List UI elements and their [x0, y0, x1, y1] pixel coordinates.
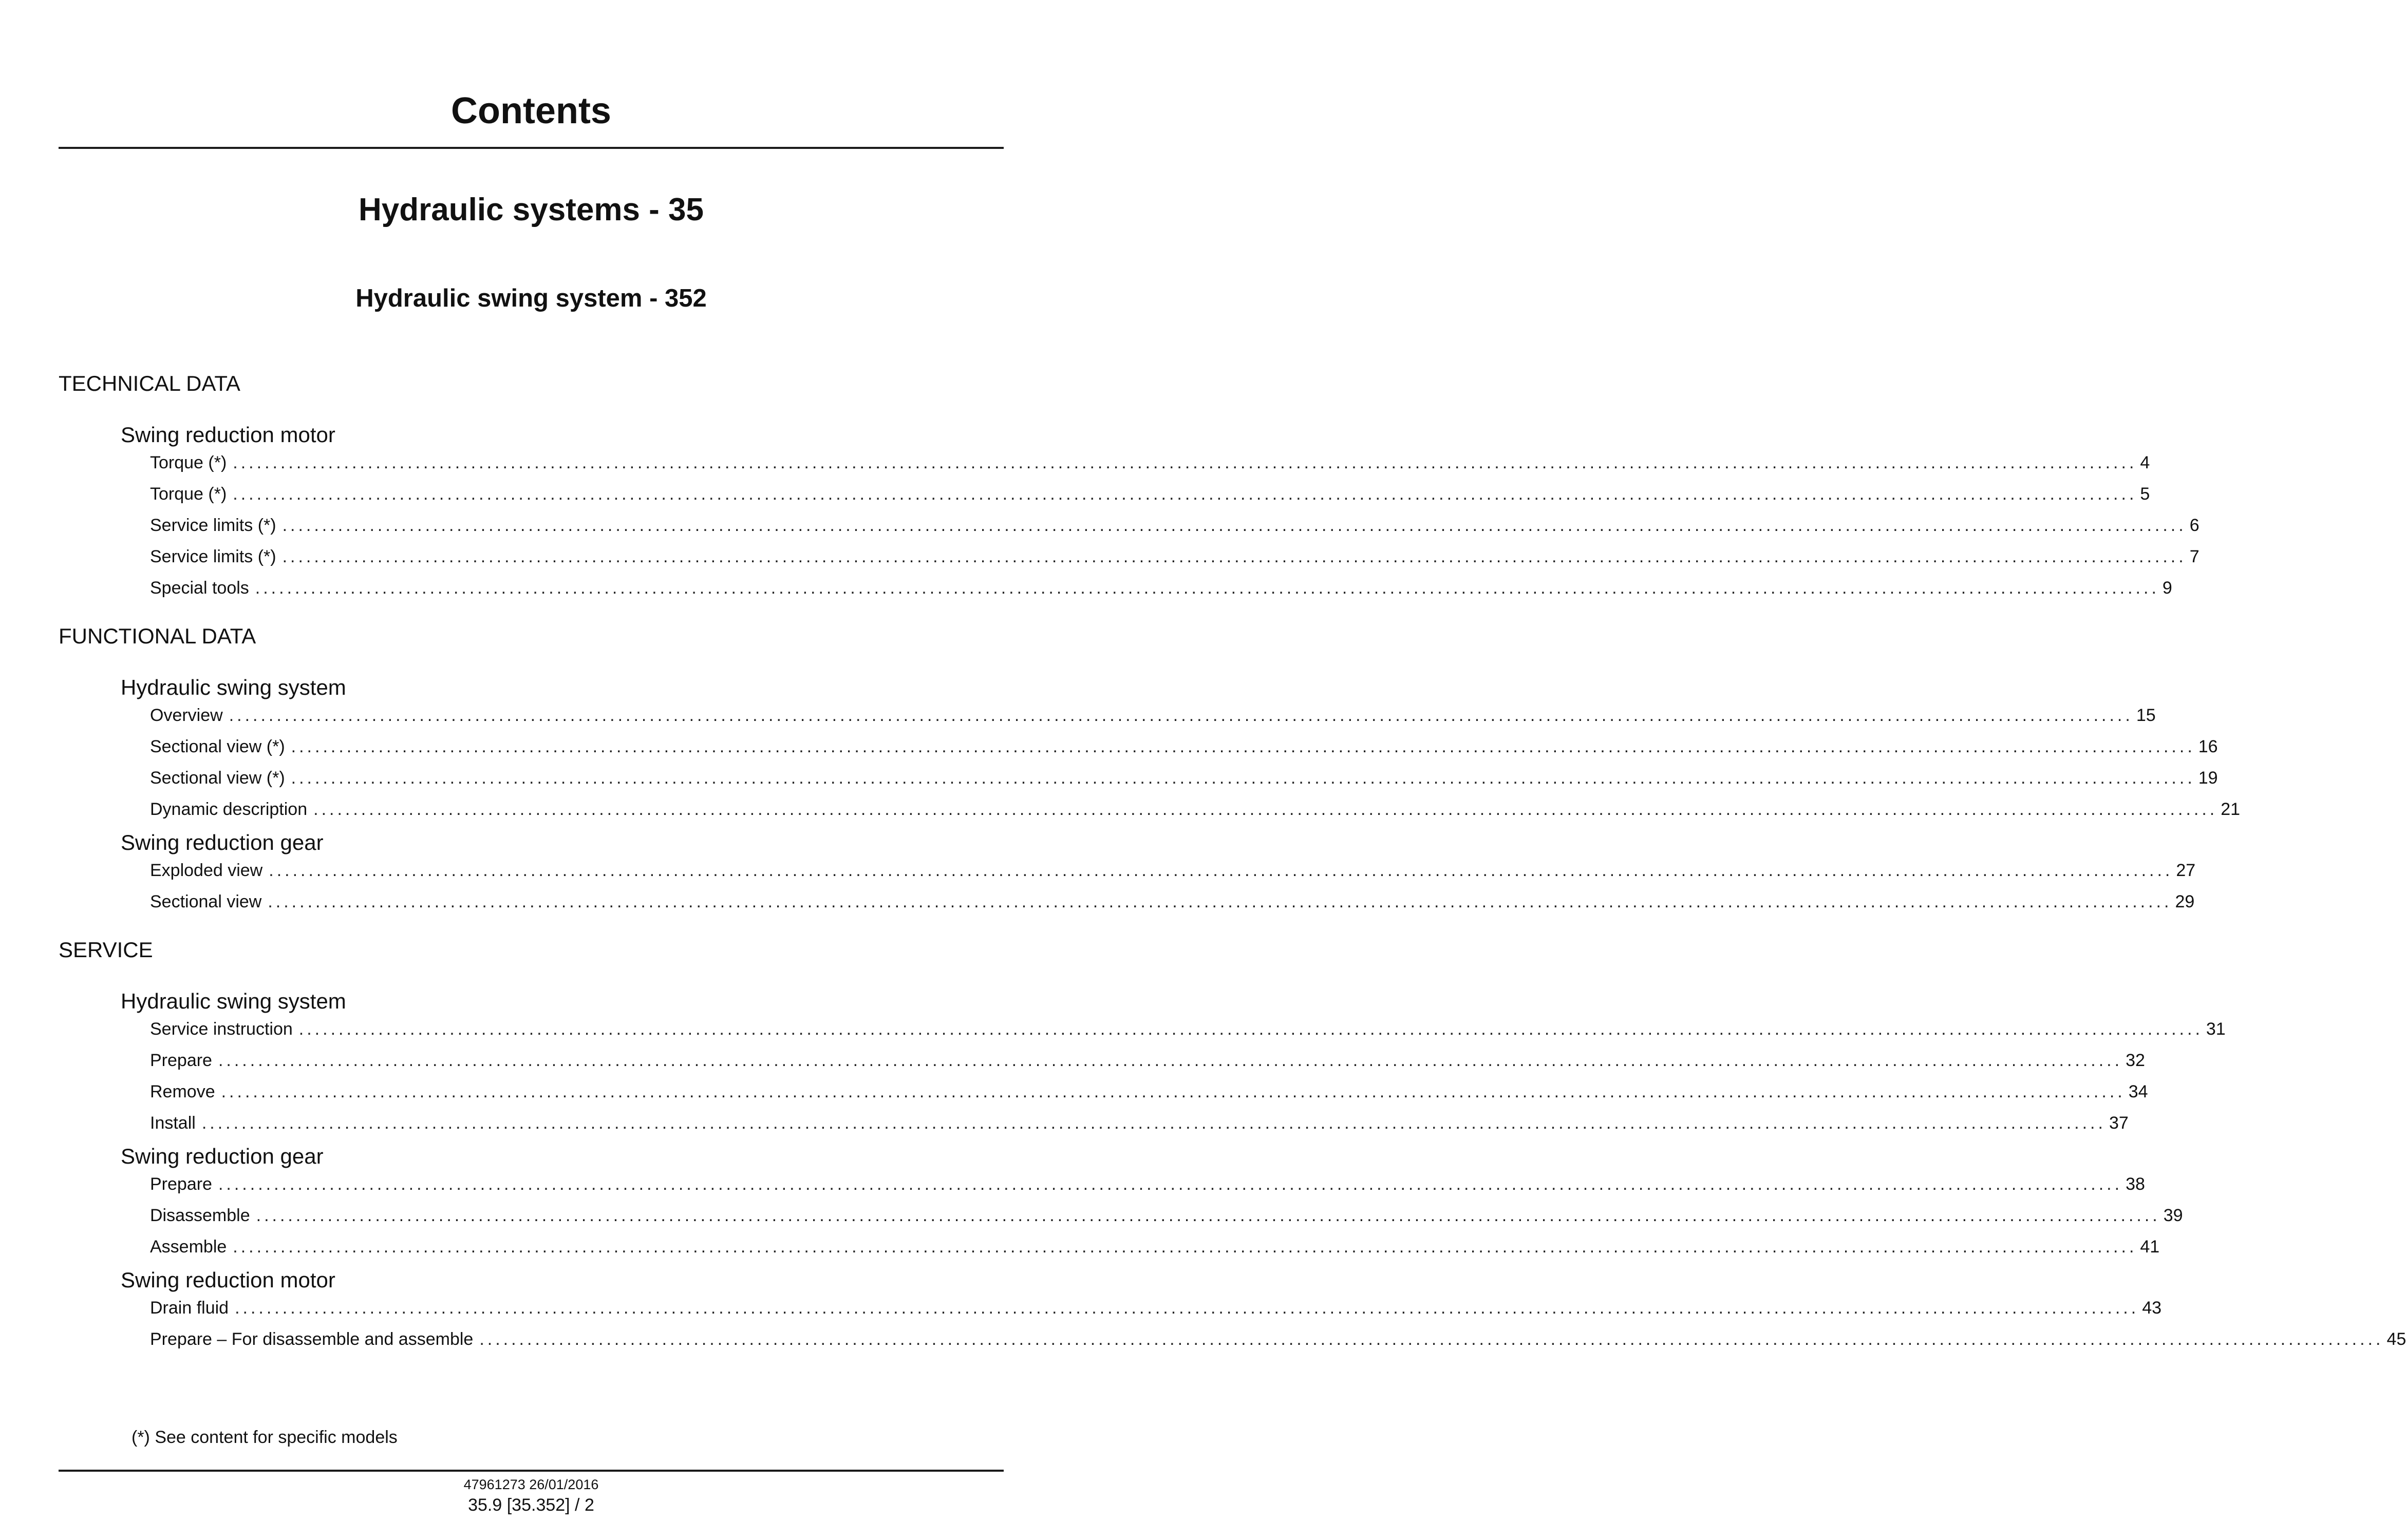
toc-page-number: 32 — [2126, 1051, 2145, 1070]
group-label: Swing reduction gear — [121, 830, 324, 854]
toc-entry-label: Service limits (*) — [150, 547, 276, 566]
toc-entry-label: Torque (*) — [150, 484, 227, 504]
footer-divider — [59, 1470, 1004, 1472]
toc-entry-label: Prepare — [150, 1174, 212, 1194]
toc-entry-label: Prepare – For disassemble and assemble — [150, 1329, 474, 1349]
toc-page-number: 19 — [2198, 768, 2218, 788]
toc-entry[interactable] — [150, 892, 2195, 911]
toc-entry-label: Drain fluid — [150, 1298, 229, 1318]
toc-entry-label: Assemble — [150, 1237, 227, 1257]
leader-dots: ................................................................................................................................................................................................................................................ — [218, 1051, 2123, 1070]
group-label: Swing reduction motor — [121, 1268, 335, 1292]
leader-dots: ................................................................................................................................................................................................................................................ — [255, 578, 2159, 598]
toc-page-number: 31 — [2206, 1019, 2226, 1039]
title-divider — [59, 147, 1004, 149]
toc-page-number: 9 — [2162, 578, 2172, 598]
group-label: Swing reduction motor — [121, 423, 335, 447]
leader-dots: ................................................................................................................................................................................................................................................ — [221, 1082, 2126, 1101]
toc-entry-label: Service instruction — [150, 1019, 293, 1039]
leader-dots: ................................................................................................................................................................................................................................................ — [233, 484, 2137, 504]
toc-entry[interactable] — [150, 1298, 2162, 1318]
toc-page-number: 39 — [2163, 1206, 2183, 1225]
section-label-functional-data: FUNCTIONAL DATA — [59, 624, 256, 648]
toc-entry-label: Special tools — [150, 578, 249, 598]
toc-entry[interactable] — [150, 1174, 2145, 1194]
toc-entry[interactable] — [150, 1329, 2406, 1349]
toc-page-number: 15 — [2136, 706, 2156, 725]
toc-page-number: 29 — [2175, 892, 2195, 911]
toc-entry[interactable] — [150, 547, 2200, 566]
toc-entry-label: Overview — [150, 706, 223, 725]
toc-entry[interactable] — [150, 1113, 2129, 1133]
toc-entry-label: Sectional view (*) — [150, 737, 285, 756]
toc-entry-label: Torque (*) — [150, 453, 227, 472]
toc-entry-label: Exploded view — [150, 861, 263, 880]
leader-dots: ................................................................................................................................................................................................................................................ — [282, 547, 2187, 566]
leader-dots: ................................................................................................................................................................................................................................................ — [233, 453, 2137, 472]
toc-entry-label: Remove — [150, 1082, 215, 1101]
toc-page-number: 45 — [2386, 1329, 2406, 1349]
toc-page-number: 37 — [2109, 1113, 2129, 1133]
toc-entry[interactable] — [150, 706, 2156, 725]
toc-entry[interactable] — [150, 1019, 2226, 1039]
toc-entry-label: Install — [150, 1113, 196, 1133]
toc-entry-label: Service limits (*) — [150, 516, 276, 535]
section-label-technical-data: TECHNICAL DATA — [59, 371, 240, 395]
toc-entry[interactable] — [150, 516, 2200, 535]
leader-dots: ................................................................................................................................................................................................................................................ — [313, 800, 2218, 819]
toc-entry[interactable] — [150, 861, 2196, 880]
toc-page-number: 38 — [2126, 1174, 2145, 1194]
group-label: Hydraulic swing system — [121, 675, 346, 699]
table-of-contents — [59, 364, 2406, 1362]
toc-page-number: 4 — [2140, 453, 2150, 472]
toc-entry-label: Sectional view (*) — [150, 768, 285, 788]
leader-dots: ................................................................................................................................................................................................................................................ — [235, 1298, 2139, 1318]
toc-entry[interactable] — [150, 484, 2150, 504]
toc-entry-label: Dynamic description — [150, 800, 308, 819]
toc-entry[interactable] — [150, 453, 2150, 472]
toc-entry[interactable] — [150, 1237, 2160, 1257]
leader-dots: ................................................................................................................................................................................................................................................ — [201, 1113, 2106, 1133]
toc-entry[interactable] — [150, 578, 2172, 598]
toc-page-number: 34 — [2128, 1082, 2148, 1101]
toc-page-number: 27 — [2176, 861, 2196, 880]
leader-dots: ................................................................................................................................................................................................................................................ — [256, 1206, 2160, 1225]
leader-dots: ................................................................................................................................................................................................................................................ — [229, 706, 2133, 725]
leader-dots: ................................................................................................................................................................................................................................................ — [218, 1174, 2123, 1194]
page-title: Contents — [451, 90, 611, 131]
subchapter-title: Hydraulic swing system - 352 — [355, 284, 707, 312]
group-label: Swing reduction gear — [121, 1144, 324, 1168]
leader-dots: ................................................................................................................................................................................................................................................ — [291, 737, 2195, 756]
toc-entry[interactable] — [150, 1051, 2145, 1070]
leader-dots: ................................................................................................................................................................................................................................................ — [298, 1019, 2203, 1039]
toc-page-number: 21 — [2221, 800, 2241, 819]
toc-entry[interactable] — [150, 1206, 2183, 1225]
toc-page-number: 43 — [2142, 1298, 2162, 1318]
leader-dots: ................................................................................................................................................................................................................................................ — [282, 516, 2187, 535]
document-id: 47961273 26/01/2016 — [463, 1477, 599, 1492]
toc-entry-label: Sectional view — [150, 892, 262, 911]
chapter-title: Hydraulic systems - 35 — [358, 192, 704, 227]
section-label-service: SERVICE — [59, 938, 153, 962]
toc-page-number: 6 — [2189, 516, 2200, 535]
leader-dots: ................................................................................................................................................................................................................................................ — [233, 1237, 2137, 1257]
toc-page-number: 41 — [2140, 1237, 2160, 1257]
toc-entry[interactable] — [150, 768, 2218, 788]
toc-page-number: 16 — [2198, 737, 2218, 756]
leader-dots: ................................................................................................................................................................................................................................................ — [268, 892, 2172, 911]
footnote: (*) See content for specific models — [131, 1428, 398, 1447]
toc-page-number: 5 — [2140, 484, 2150, 504]
group-label: Hydraulic swing system — [121, 989, 346, 1013]
toc-entry-label: Disassemble — [150, 1206, 250, 1225]
leader-dots: ................................................................................................................................................................................................................................................ — [269, 861, 2173, 880]
leader-dots: ................................................................................................................................................................................................................................................ — [291, 768, 2195, 788]
toc-entry[interactable] — [150, 1082, 2148, 1101]
toc-entry[interactable] — [150, 800, 2241, 819]
toc-entry-label: Prepare — [150, 1051, 212, 1070]
toc-page-number: 7 — [2189, 547, 2200, 566]
leader-dots: ................................................................................................................................................................................................................................................ — [479, 1329, 2384, 1349]
toc-entry[interactable] — [150, 737, 2218, 756]
page-reference: 35.9 [35.352] / 2 — [468, 1495, 594, 1515]
